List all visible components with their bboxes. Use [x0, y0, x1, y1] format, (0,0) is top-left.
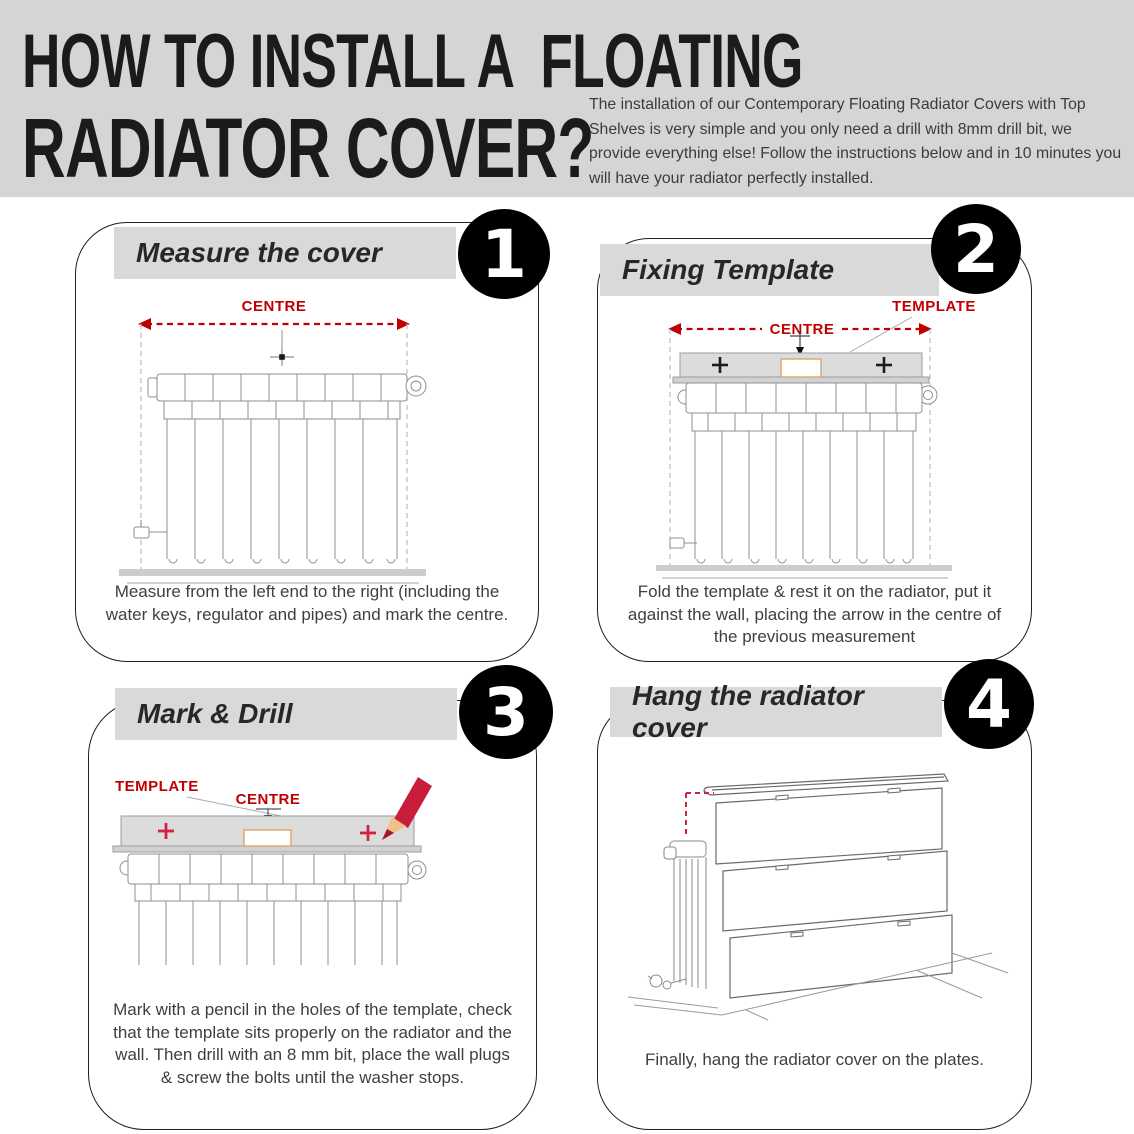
step-2-title: Fixing Template [622, 254, 835, 285]
centre-label: CENTRE [769, 321, 835, 338]
step-panel-4 [597, 665, 1032, 1130]
centre-label: CENTRE [241, 298, 307, 315]
step-panel-1 [75, 215, 539, 662]
step-1-number: 1 [481, 215, 527, 293]
radiator-sketch [134, 374, 426, 563]
cover-sketch [704, 774, 952, 998]
valve-sketch [134, 520, 167, 538]
step-3-title-bar [115, 688, 457, 740]
step-3-number-badge [459, 665, 553, 759]
step-2-title-bar [600, 244, 939, 296]
template-centre-window [781, 359, 821, 377]
fixing-template-diagram [612, 291, 1017, 583]
step-panel-3 [88, 673, 537, 1130]
mark-and-drill-diagram [101, 767, 521, 1007]
radiator-sketch [120, 854, 426, 965]
step-4-title-bar [610, 680, 942, 743]
step-panel-2 [597, 210, 1032, 662]
step-1-title-bar [114, 227, 456, 279]
template-centre-window [244, 830, 291, 846]
step-4-number: 4 [966, 665, 1012, 743]
step-1-title: Measure the cover [136, 237, 382, 268]
centre-mark [270, 330, 294, 366]
page-title-line2: RADIATOR COVER? [22, 101, 594, 195]
step-1-number-badge [458, 209, 550, 299]
centre-measure-arrow [138, 318, 410, 572]
template-leader-line [850, 317, 912, 352]
step-3-number: 3 [483, 673, 529, 751]
step-2-number: 2 [953, 210, 999, 288]
template-bar [673, 353, 929, 383]
template-label: TEMPLATE [892, 298, 976, 315]
centre-label: CENTRE [235, 791, 301, 808]
measure-cover-diagram [94, 289, 514, 589]
template-label: TEMPLATE [115, 778, 199, 795]
template-bar [113, 816, 421, 852]
step-4-caption: Finally, hang the radiator cover on the plates. [645, 1050, 984, 1069]
step-4-title: Hang the radiator cover [632, 680, 864, 743]
step-3-title: Mark & Drill [137, 698, 293, 729]
valve-sketch [670, 538, 697, 548]
floor-line [656, 565, 952, 578]
masthead [0, 0, 1134, 197]
step-1-caption: Measure from the left end to the right (including the water keys, regulator and pipes) and mark the centre. [105, 582, 509, 624]
step-3-caption: Mark with a pencil in the holes of the template, check that the template sits properly on the radiator and the wall. Then drill with an 8 mm bit, place the wall plugs & screw the bolts until the washer stops. [113, 1000, 512, 1087]
intro-paragraph: The installation of our Contemporary Floating Radiator Covers with Top Shelves is very simple and you only need a drill with 8mm drill bit, we provide everything else! Follow the instructions below and in 10 minutes you will have your radiator perfectly installed. [589, 96, 1122, 187]
hang-cover-diagram [626, 757, 1016, 1057]
step-2-caption: Fold the template & rest it on the radiator, put it against the wall, placing the arrow in the centre of the previous measurement [627, 582, 1002, 647]
radiator-sketch [670, 383, 937, 563]
radiator-behind-sketch [648, 841, 706, 989]
step-2-number-badge [931, 204, 1021, 294]
hang-direction-arrow [686, 793, 714, 835]
step-4-number-badge [944, 659, 1034, 749]
page-title-line1: HOW TO INSTALL A FLOATING [22, 19, 803, 104]
